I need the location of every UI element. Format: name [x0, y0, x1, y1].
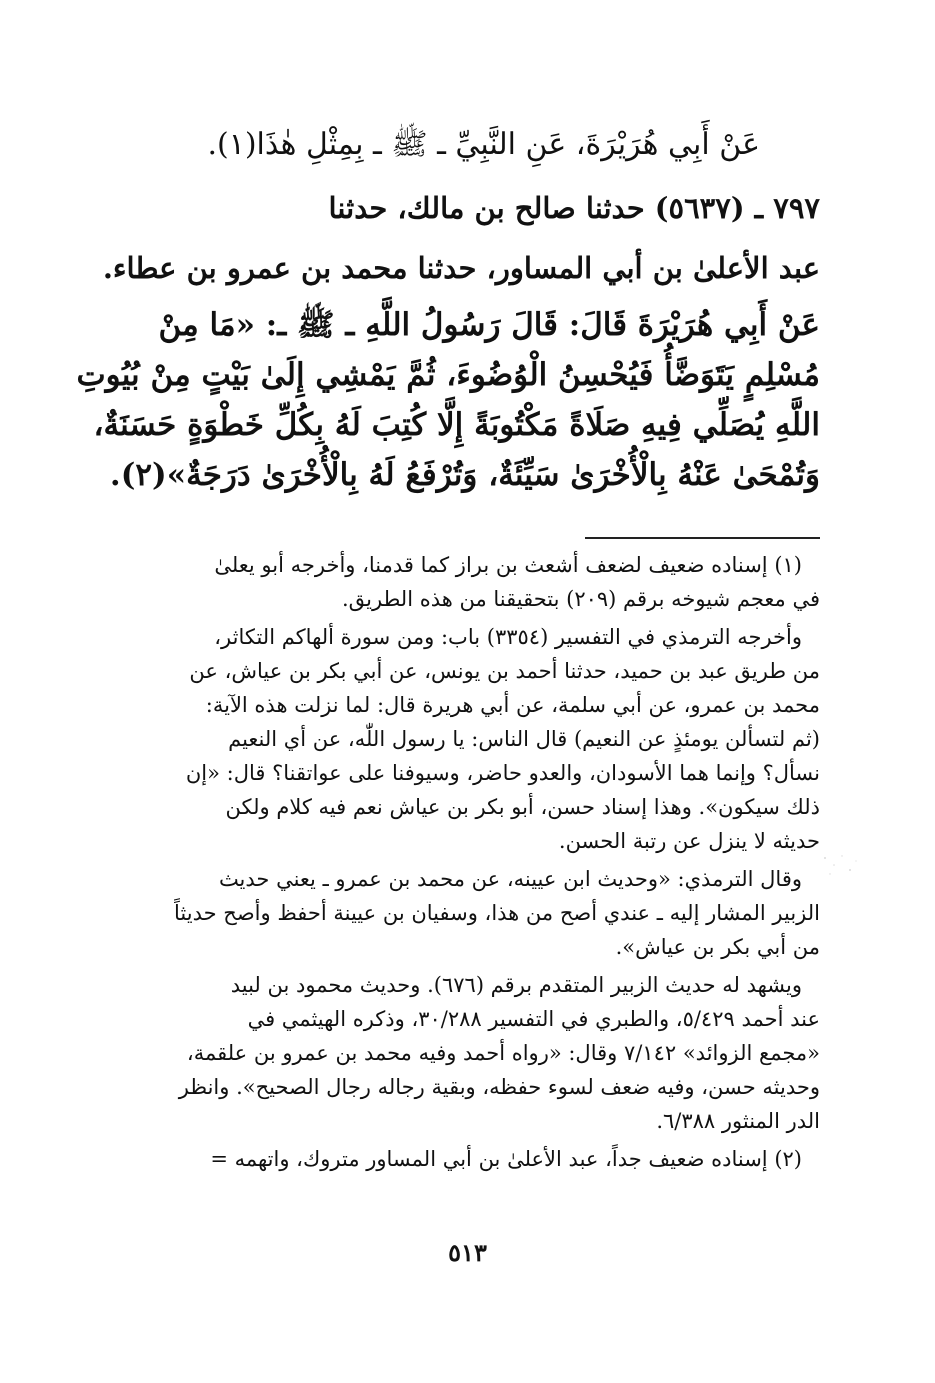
footnote-line: محمد بن عمرو، عن أبي سلمة، عن أبي هريرة قال: لما نزلت هذه الآية: [205, 693, 820, 717]
footnote-tirmidhi [118, 620, 820, 858]
hadith-isnad [102, 178, 820, 298]
footnote-line: وحديثه حسن، وفيه ضعف لسوء حفظه، وبقية رجاله رجال الصحيح». وانظر [178, 1075, 820, 1099]
footnote-line: الدر المنثور ٦/٣٨٨. [656, 1109, 820, 1133]
footnote-line: عند أحمد ٥/٤٢٩، والطبري في التفسير ٣٠/٢٨٨، وذكره الهيثمي في [247, 1007, 820, 1031]
footnote-line: من طريق عبد بن حميد، حدثنا أحمد بن يونس، عن أبي بكر بن عياش، عن [189, 659, 820, 683]
matn-line-3: اللَّهِ يُصَلِّي فِيهِ صَلَاةً مَكْتُوبَةً إِلَّا كُتِبَ لَهُ بِكُلِّ خَطْوَةٍ حَسَنَةٌ، [93, 407, 820, 443]
footnotes-block [118, 548, 820, 1180]
footnote-1 [118, 548, 820, 616]
footnote-line: الزبير المشار إليه ـ عندي أصح من هذا، وسفيان بن عيينة أحفظ وأصح حديثاً [174, 901, 820, 925]
footnote-line: من أبي بكر بن عياش». [615, 935, 820, 959]
footnote-line: «مجمع الزوائد» ٧/١٤٢ وقال: «رواه أحمد وفيه محمد بن عمرو بن علقمة، [186, 1041, 820, 1065]
footnote-line: ذلك سيكون». وهذا إسناد حسن، أبو بكر بن عياش نعم فيه كلام ولكن [225, 795, 820, 819]
scan-speckle [820, 850, 860, 880]
matn-line-2: مُسْلِمٍ يَتَوَضَّأُ فَيُحْسِنُ الْوُضُوءَ، ثُمَّ يَمْشِي إِلَىٰ بَيْتٍ مِنْ بُيُوتِ [76, 357, 820, 393]
matn-line-4: وَتُمْحَىٰ عَنْهُ بِالْأُخْرَىٰ سَيِّئَةٌ، وَتُرْفَعُ لَهُ بِالْأُخْرَىٰ دَرَجَةٌ»(٢). [109, 457, 820, 493]
hadith-matn [76, 300, 820, 500]
footnote-line: وأخرجه الترمذي في التفسير (٣٣٥٤) باب: ومن سورة ألهاكم التكاثر، [214, 625, 802, 649]
footnote-witness [118, 968, 820, 1138]
page-number: ٥١٣ [448, 1238, 487, 1267]
isnad-line-1: ٧٩٧ ـ (٥٦٣٧) حدثنا صالح بن مالك، حدثنا [328, 191, 820, 225]
opening-line: عَنْ أَبِي هُرَيْرَةَ، عَنِ النَّبِيِّ ـ ﷺ ـ بِمِثْلِ هٰذَا(١). [207, 127, 760, 162]
matn-line-1: عَنْ أَبِي هُرَيْرَةَ قَالَ: قَالَ رَسُولُ اللَّهِ ـ ﷺ ـ: «مَا مِنْ [158, 307, 820, 343]
footnote-line: ويشهد له حديث الزبير المتقدم برقم (٦٧٦). وحديث محمود بن لبيد [230, 973, 802, 997]
isnad-line-2: عبد الأعلىٰ بن أبي المساور، حدثنا محمد بن عمرو بن عطاء. [102, 251, 820, 285]
footnote-separator [585, 537, 820, 539]
footnote-line: وقال الترمذي: «وحديث ابن عيينه، عن محمد بن عمرو ـ يعني حديث [218, 867, 802, 891]
main-text-block [76, 118, 820, 500]
footnote-line: (٢) إسناده ضعيف جداً، عبد الأعلىٰ بن أبي المساور متروك، واتهمه = [210, 1147, 802, 1171]
footnote-line: حديثه لا ينزل عن رتبة الحسن. [558, 829, 820, 853]
footnote-2 [118, 1142, 820, 1176]
footnote-line: في معجم شيوخه برقم (٢٠٩) بتحقيقنا من هذه الطريق. [341, 587, 820, 611]
footnote-tirmidhi-quote [118, 862, 820, 964]
footnote-line: (ثم لتسألن يومئذٍ عن النعيم) قال الناس: يا رسول اللّٰه، عن أي النعيم [228, 727, 820, 751]
footnote-line: نسأل؟ وإنما هما الأسودان، والعدو حاضر، وسيوفنا على عواتقنا؟ قال: «إن [185, 761, 820, 785]
footnote-line: (١) إسناده ضعيف لضعف أشعث بن براز كما قدمنا، وأخرجه أبو يعلىٰ [214, 553, 802, 577]
